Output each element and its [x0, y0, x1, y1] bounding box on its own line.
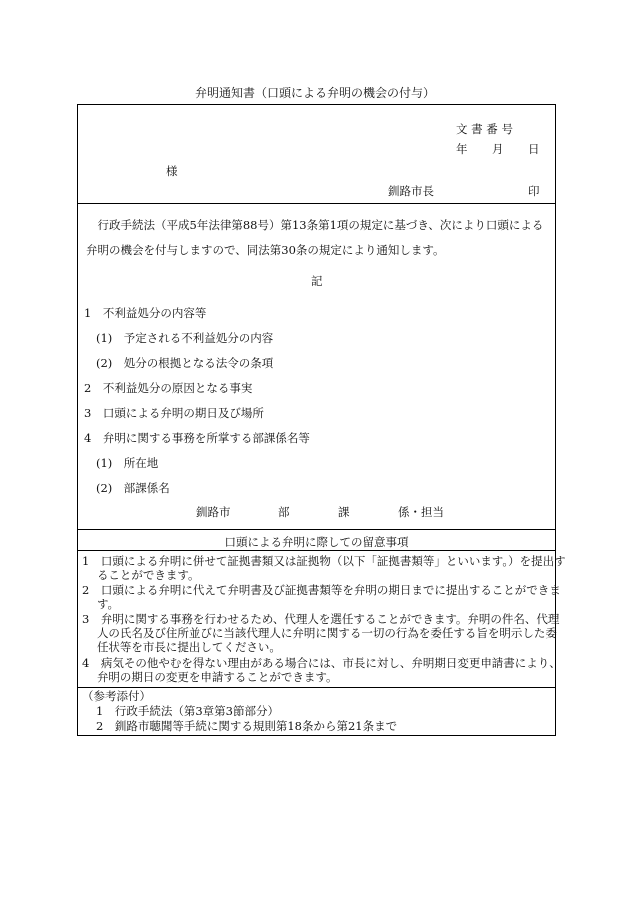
ki-heading: 記: [311, 274, 323, 288]
intro-paragraph: 行政手続法（平成5年法律第88号）第13条第1項の規定に基づき、次により口頭による弁明の機会を付与しますので、同法第30条の規定により通知します。: [86, 218, 544, 257]
item-1: 1 不利益処分の内容等: [84, 306, 207, 320]
item-2: 2 不利益処分の原因となる事実: [84, 381, 253, 395]
item-4: 4 弁明に関する事務を所掌する部課係名等: [84, 431, 310, 445]
doc-number-label: 文 書 番 号: [456, 122, 513, 136]
addressee-suffix: 様: [166, 164, 178, 178]
attachments-box: [77, 688, 556, 736]
document-title: 弁明通知書（口頭による弁明の機会の付与）: [194, 86, 435, 100]
item-4-1: (1) 所在地: [96, 456, 159, 470]
dept-kakari: 係・担当: [398, 505, 444, 519]
date-month-label: 月: [492, 142, 504, 156]
dept-ka: 課: [338, 505, 350, 519]
attachments-title: （参考添付）: [82, 689, 151, 703]
item-1-1: (1) 予定される不利益処分の内容: [96, 331, 274, 345]
attachment-1: 1 行政手続法（第3章第3節部分）: [96, 704, 279, 718]
item-3: 3 口頭による弁明の期日及び場所: [84, 406, 264, 420]
item-4-2: (2) 部課係名: [96, 481, 170, 495]
dept-city: 釧路市: [196, 505, 231, 519]
notes-box: [77, 530, 566, 688]
header-box: [77, 104, 556, 204]
sender-name: 釧路市長: [388, 184, 434, 198]
note-3: 3 弁明に関する事務を行わせるため、代理人を選任することができます。弁明の件名、代理人の氏名及び住所並びに当該代理人に弁明に関する一切の行為を委任する旨を明示した委任状等を市長に提出してください。: [82, 612, 560, 654]
notes-title: 口頭による弁明に際しての留意事項: [224, 535, 409, 549]
body-box: [77, 204, 556, 530]
note-4: 4 病気その他やむを得ない理由がある場合には、市長に対し、弁明期日変更申請書により、弁明の期日の変更を申請することができます。: [82, 656, 561, 684]
dept-bu: 部: [278, 505, 290, 519]
note-2: 2 口頭による弁明に代えて弁明書及び証拠書類等を弁明の期日までに提出することができます。: [82, 583, 561, 611]
date-day-label: 日: [528, 142, 540, 156]
item-1-2: (2) 処分の根拠となる法令の条項: [96, 356, 274, 370]
notes-divider: [78, 550, 555, 551]
date-year-label: 年: [456, 142, 468, 156]
note-1: 1 口頭による弁明に併せて証拠書類又は証拠物（以下「証拠書類等」といいます。）を提出することができます。: [82, 554, 566, 582]
seal-mark: 印: [528, 184, 540, 198]
attachment-2: 2 釧路市聴聞等手続に関する規則第18条から第21条まで: [96, 719, 398, 733]
